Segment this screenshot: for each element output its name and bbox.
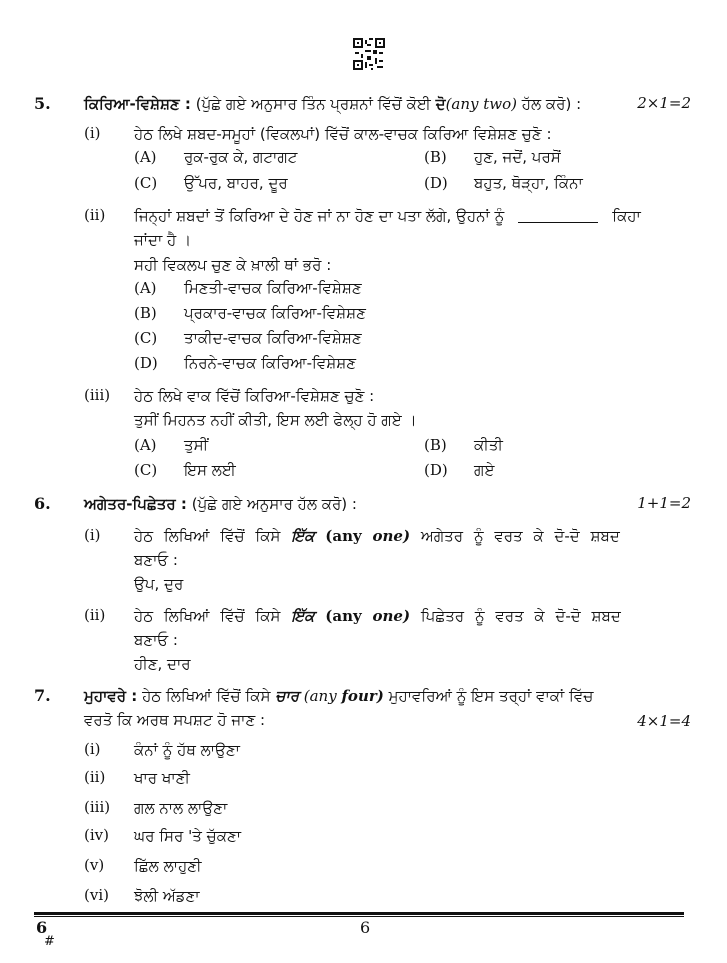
subquestion-text-part: ਹੇਠ ਲਿਖਿਆਂ ਵਿੱਚੋਂ ਕਿਸੇ xyxy=(134,607,281,625)
affix-words: ਉਪ, ਦੁਰ xyxy=(134,575,184,593)
question-heading xyxy=(84,686,593,706)
subquestion-number: (i) xyxy=(84,124,101,142)
subquestion-number: (i) xyxy=(84,526,101,544)
question-number: 6. xyxy=(34,494,51,513)
option-label: (A) xyxy=(134,148,157,166)
subquestion-text-part: ਅਗੇਤਰ ਨੂੰ ਵਰਤ ਕੇ ਦੋ-ਦੋ ਸ਼ਬਦ xyxy=(420,527,620,545)
option-text: ਬਹੁਤ, ਥੋੜ੍ਹਾ, ਕਿੰਨਾ xyxy=(474,174,583,192)
instruction-text: (ਪੁੱਛੇ ਗਏ ਅਨੁਸਾਰ ਹੱਲ ਕਰੋ) : xyxy=(191,495,357,513)
idiom-number: (v) xyxy=(84,856,105,874)
affix-words: ਹੀਣ, ਦਾਰ xyxy=(134,655,191,673)
subquestion-text: ਹੇਠ ਲਿਖੇ ਵਾਕ ਵਿੱਚੋਂ ਕਿਰਿਆ-ਵਿਸ਼ੇਸ਼ਣ ਚੁਣੋ : xyxy=(134,387,375,405)
question-title: ਕਿਰਿਆ-ਵਿਸ਼ੇਸ਼ਣ : xyxy=(84,95,191,113)
english-note: (any xyxy=(325,607,362,625)
option-text: ਮਿਣਤੀ-ਵਾਚਕ ਕਿਰਿਆ-ਵਿਸ਼ੇਸ਼ਣ xyxy=(184,279,362,297)
idiom-number: (vi) xyxy=(84,886,109,904)
subquestion-text-part: ਪਿਛੇਤਰ ਨੂੰ ਵਰਤ ਕੇ ਦੋ-ਦੋ ਸ਼ਬਦ xyxy=(420,607,621,625)
idiom-number: (iv) xyxy=(84,826,109,844)
marks: 1+1=2 xyxy=(637,494,691,512)
instruction-text: ਹੱਲ ਕਰੋ) : xyxy=(521,95,582,113)
idiom-text: ਗਲ ਨਾਲ ਲਾਉਣਾ xyxy=(134,799,228,817)
marks: 4×1=4 xyxy=(637,712,691,730)
english-note: (any xyxy=(325,527,362,545)
subquestion-number: (iii) xyxy=(84,386,111,404)
qr-code-icon xyxy=(353,38,385,70)
subquestion-sentence: ਤੁਸੀਂ ਮਿਹਨਤ ਨਹੀਂ ਕੀਤੀ, ਇਸ ਲਈ ਫੇਲ੍ਹ ਹੋ ਗਏ । xyxy=(134,411,417,429)
emphasis-word: ਚਾਰ xyxy=(275,687,299,705)
instruction-emphasis: ਦੋ xyxy=(435,95,446,113)
emphasis-word: ਇੱਕ xyxy=(291,607,315,625)
option-label: (A) xyxy=(134,279,157,297)
question-title: ਅਗੇਤਰ-ਪਿਛੇਤਰ : xyxy=(84,495,187,513)
option-label: (B) xyxy=(424,148,447,166)
idiom-text: ਝੋਲੀ ਅੱਡਣਾ xyxy=(134,887,200,905)
option-text: ਰੁਕ-ਰੁਕ ਕੇ, ਗਟਾਗਟ xyxy=(184,148,298,166)
subquestion-number: (ii) xyxy=(84,606,106,624)
option-label: (D) xyxy=(134,354,158,372)
option-text: ਹੁਣ, ਜਦੋਂ, ਪਰਸੋਂ xyxy=(474,148,561,166)
subquestion-text-continued: ਜਾਂਦਾ ਹੈ । xyxy=(134,231,192,249)
option-label: (B) xyxy=(424,436,447,454)
option-text: ਉੱਪਰ, ਬਾਹਰ, ਦੂਰ xyxy=(184,174,288,192)
instruction-text: ਹੇਠ ਲਿਖਿਆਂ ਵਿੱਚੋਂ ਕਿਸੇ xyxy=(142,687,271,705)
option-text: ਇਸ ਲਈ xyxy=(184,461,236,479)
instruction-text: ਮੁਹਾਵਰਿਆਂ ਨੂੰ ਇਸ ਤਰ੍ਹਾਂ ਵਾਕਾਂ ਵਿੱਚ xyxy=(388,687,594,705)
option-text: ਨਿਰਨੇ-ਵਾਚਕ ਕਿਰਿਆ-ਵਿਸ਼ੇਸ਼ਣ xyxy=(184,354,356,372)
footer-mark: # xyxy=(44,934,55,949)
option-label: (C) xyxy=(134,174,158,192)
english-note: (any xyxy=(303,687,337,705)
subquestion-text-continued: ਬਣਾਓ : xyxy=(134,551,178,569)
marks: 2×1=2 xyxy=(637,94,691,112)
subquestion-text xyxy=(134,606,621,626)
subquestion-text-part: ਹੇਠ ਲਿਖਿਆਂ ਵਿੱਚੋਂ ਕਿਸੇ xyxy=(134,527,281,545)
subquestion-number: (ii) xyxy=(84,206,106,224)
question-heading xyxy=(84,494,357,514)
idiom-number: (ii) xyxy=(84,768,106,786)
option-label: (D) xyxy=(424,461,448,479)
idiom-number: (i) xyxy=(84,740,101,758)
page-number-left: 6 xyxy=(36,918,48,937)
option-text: ਕੀਤੀ xyxy=(474,436,503,454)
question-number: 7. xyxy=(34,686,51,705)
english-note: four) xyxy=(341,687,384,705)
english-note: one) xyxy=(372,607,411,625)
instruction-text-continued: ਵਰਤੋ ਕਿ ਅਰਥ ਸਪਸ਼ਟ ਹੋ ਜਾਣ : xyxy=(84,711,266,729)
subquestion-text-continued: ਬਣਾਓ : xyxy=(134,631,178,649)
subquestion-text-part: ਜਿਨ੍ਹਾਂ ਸ਼ਬਦਾਂ ਤੋਂ ਕਿਰਿਆ ਦੇ ਹੋਣ ਜਾਂ ਨਾ ਹੋਣ ਦਾ ਪਤਾ ਲੱਗੇ, ਉਹਨਾਂ ਨੂੰ xyxy=(134,207,505,225)
subquestion-text-part: ਕਿਹਾ xyxy=(612,207,641,225)
option-label: (C) xyxy=(134,329,158,347)
emphasis-word: ਇੱਕ xyxy=(291,527,315,545)
idiom-text: ਕੰਨਾਂ ਨੂੰ ਹੱਥ ਲਾਉਣਾ xyxy=(134,741,240,759)
subquestion-text xyxy=(134,206,641,226)
option-label: (C) xyxy=(134,461,158,479)
question-number: 5. xyxy=(34,94,51,113)
footer-rule xyxy=(34,912,684,915)
page-number-center: 6 xyxy=(360,918,371,937)
subquestion-prompt: ਸਹੀ ਵਿਕਲਪ ਚੁਣ ਕੇ ਖ਼ਾਲੀ ਥਾਂ ਭਰੋ : xyxy=(134,256,332,274)
option-text: ਤਾਕੀਦ-ਵਾਚਕ ਕਿਰਿਆ-ਵਿਸ਼ੇਸ਼ਣ xyxy=(184,329,362,347)
english-note: one) xyxy=(372,527,411,545)
answer-blank xyxy=(518,222,598,223)
idiom-number: (iii) xyxy=(84,798,111,816)
idiom-text: ਘਰ ਸਿਰ 'ਤੇ ਚੁੱਕਣਾ xyxy=(134,827,242,845)
option-label: (A) xyxy=(134,436,157,454)
instruction-text: (ਪੁੱਛੇ ਗਏ ਅਨੁਸਾਰ ਤਿੰਨ ਪ੍ਰਸ਼ਨਾਂ ਵਿੱਚੋਂ ਕੋਈ xyxy=(195,95,431,113)
subquestion-text xyxy=(134,526,620,546)
question-title: ਮੁਹਾਵਰੇ : xyxy=(84,687,138,705)
idiom-text: ਛਿੱਲ ਲਾਹੁਣੀ xyxy=(134,857,202,875)
option-label: (D) xyxy=(424,174,448,192)
instruction-english: (any two) xyxy=(445,95,518,113)
option-text: ਗਏ xyxy=(474,461,495,479)
option-text: ਪ੍ਰਕਾਰ-ਵਾਚਕ ਕਿਰਿਆ-ਵਿਸ਼ੇਸ਼ਣ xyxy=(184,304,366,322)
question-heading xyxy=(84,94,581,114)
idiom-text: ਖਾਰ ਖਾਣੀ xyxy=(134,769,190,787)
option-text: ਤੁਸੀਂ xyxy=(184,436,209,454)
option-label: (B) xyxy=(134,304,157,322)
footer-rule-thin xyxy=(34,916,684,917)
subquestion-text: ਹੇਠ ਲਿਖੇ ਸ਼ਬਦ-ਸਮੂਹਾਂ (ਵਿਕਲਪਾਂ) ਵਿੱਚੋਂ ਕਾਲ-ਵਾਚਕ ਕਿਰਿਆ ਵਿਸ਼ੇਸ਼ਣ ਚੁਣੋ : xyxy=(134,125,552,143)
